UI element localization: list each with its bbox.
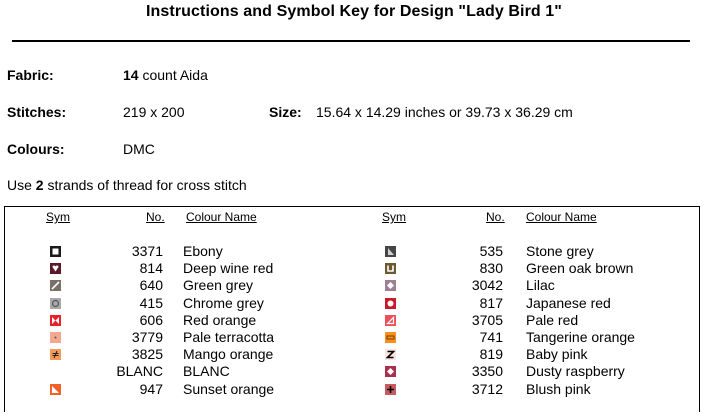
colour-name: Deep wine red — [183, 260, 274, 276]
colour-name: Stone grey — [526, 243, 594, 259]
dmc-number: 3350 — [471, 363, 503, 379]
corner-triangle-icon — [385, 246, 396, 257]
not-equal-icon — [50, 349, 61, 360]
colour-name: Green grey — [183, 277, 254, 293]
fabric-value — [123, 67, 208, 83]
triangle-icon — [50, 384, 61, 395]
left-name-header: Colour Name — [186, 210, 257, 224]
dmc-number: 535 — [479, 243, 503, 259]
bar-icon — [385, 332, 396, 343]
colour-name: Green oak brown — [526, 260, 634, 276]
usage-suffix: strands of thread for cross stitch — [47, 177, 247, 193]
stitches-value: 219 x 200 — [123, 104, 185, 120]
size-label: Size: — [269, 104, 302, 120]
page-title: Instructions and Symbol Key for Design "Lady Bird 1" — [146, 3, 562, 20]
usage-instruction — [7, 177, 247, 193]
diamond-icon — [385, 366, 396, 377]
colours-value: DMC — [123, 141, 155, 157]
colour-name: Lilac — [526, 277, 555, 293]
hollow-square-icon — [50, 246, 61, 257]
colours-label: Colours: — [7, 141, 65, 157]
dmc-number: 814 — [139, 260, 163, 276]
left-no-header: No. — [146, 210, 165, 224]
dmc-number: 3705 — [471, 312, 503, 328]
dmc-number: 3779 — [131, 329, 163, 345]
fabric-count: 14 — [123, 67, 139, 83]
dmc-number: 606 — [139, 312, 163, 328]
circle-icon — [50, 298, 61, 309]
dmc-number: 3042 — [471, 277, 503, 293]
plus-icon — [385, 384, 396, 395]
right-no-header: No. — [486, 210, 505, 224]
dmc-number: 3712 — [471, 381, 503, 397]
fabric-type: count Aida — [142, 67, 208, 83]
z-letter-icon — [385, 349, 396, 360]
colour-name: Pale red — [526, 312, 579, 328]
dmc-number: 415 — [139, 295, 163, 311]
colour-name: Chrome grey — [183, 295, 264, 311]
title-divider — [12, 40, 690, 42]
dmc-number: BLANC — [116, 363, 163, 379]
colour-name: Pale terracotta — [183, 329, 275, 345]
colour-name: Red orange — [183, 312, 257, 328]
ring-icon — [385, 298, 396, 309]
colour-name: Ebony — [183, 243, 223, 259]
colour-name: Dusty raspberry — [526, 363, 625, 379]
diamond-icon — [385, 280, 396, 291]
colour-name: Sunset orange — [183, 381, 275, 397]
heart-icon — [50, 263, 61, 274]
dmc-number: 741 — [479, 329, 503, 345]
dmc-number: 819 — [479, 346, 503, 362]
colour-name: Tangerine orange — [526, 329, 635, 345]
usage-prefix: Use — [7, 177, 32, 193]
size-value: 15.64 x 14.29 inches or 39.73 x 36.29 cm — [316, 104, 573, 120]
colour-name: Baby pink — [526, 346, 588, 362]
dmc-number: 640 — [139, 277, 163, 293]
dmc-number: 947 — [139, 381, 163, 397]
left-sym-header: Sym — [46, 210, 70, 224]
colour-name: Japanese red — [526, 295, 611, 311]
right-name-header: Colour Name — [526, 210, 597, 224]
right-sym-header: Sym — [382, 210, 406, 224]
slash-icon — [50, 280, 61, 291]
dmc-number: 830 — [479, 260, 503, 276]
colour-name: Blush pink — [526, 381, 591, 397]
dmc-number: 817 — [479, 295, 503, 311]
colour-name: BLANC — [183, 363, 230, 379]
colour-name: Mango orange — [183, 346, 274, 362]
u-shape-icon — [385, 263, 396, 274]
triangle-outline-icon — [385, 315, 396, 326]
dot-icon — [50, 332, 61, 343]
dmc-number: 3825 — [131, 346, 163, 362]
dmc-number: 3371 — [131, 243, 163, 259]
bowtie-icon — [50, 315, 61, 326]
usage-strands: 2 — [35, 177, 44, 193]
fabric-label: Fabric: — [7, 67, 54, 83]
stitches-label: Stitches: — [7, 104, 67, 120]
